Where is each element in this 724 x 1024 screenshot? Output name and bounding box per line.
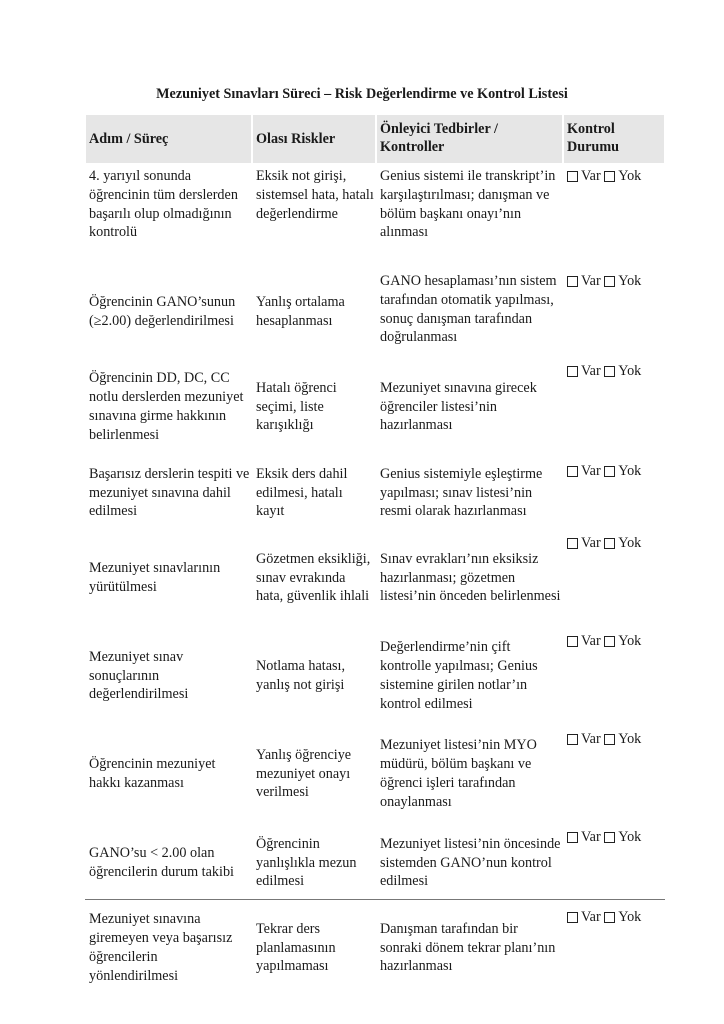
- table-row: [86, 726, 664, 824]
- var-checkbox[interactable]: [567, 730, 601, 749]
- controls-cell: [377, 462, 564, 524]
- step-cell: [86, 730, 253, 818]
- var-checkbox[interactable]: [567, 362, 601, 381]
- yok-checkbox[interactable]: [604, 362, 641, 381]
- table-row: [86, 628, 664, 726]
- yok-label: Yok: [618, 168, 642, 184]
- checkbox-icon[interactable]: [567, 366, 578, 377]
- checkbox-icon[interactable]: [604, 276, 615, 287]
- risks-text: Eksik not girişi, sistemsel hata, hatalı değerlendirme: [256, 168, 374, 222]
- checkbox-icon[interactable]: [567, 832, 578, 843]
- risks-cell: [253, 632, 377, 720]
- table-row: [86, 904, 664, 994]
- var-label: Var: [581, 829, 601, 845]
- header-risks: Olası Riskler: [253, 115, 377, 163]
- risks-text: Öğrencinin yanlışlıkla mezun edilmesi: [256, 835, 357, 890]
- var-checkbox[interactable]: [567, 272, 601, 291]
- risks-text: Eksik ders dahil edilmesi, hatalı kayıt: [256, 465, 348, 520]
- step-text: Mezuniyet sınav sonuçlarının değerlendirilmesi: [89, 648, 189, 703]
- controls-cell: [377, 534, 564, 622]
- var-checkbox[interactable]: [567, 534, 601, 553]
- var-label: Var: [581, 633, 601, 649]
- risks-text: Yanlış ortalama hesaplanması: [256, 294, 345, 329]
- controls-text: Danışman tarafından bir sonraki dönem tekrar planı’nın hazırlanması: [380, 920, 556, 975]
- risks-text: Tekrar ders planlamasının yapılmaması: [256, 920, 336, 975]
- yok-label: Yok: [618, 363, 642, 379]
- step-text: Öğrencinin mezuniyet hakkı kazanması: [89, 756, 216, 791]
- controls-cell: [377, 828, 564, 898]
- table-row: [86, 824, 664, 904]
- controls-text: Mezuniyet listesi’nin MYO müdürü, bölüm başkanı ve öğrenci işleri tarafından onaylanması: [380, 737, 537, 810]
- step-cell: [86, 632, 253, 720]
- table-row: [86, 163, 664, 268]
- checkbox-icon[interactable]: [604, 734, 615, 745]
- yok-checkbox[interactable]: [604, 534, 641, 553]
- document-title: Mezuniyet Sınavları Süreci – Risk Değerlendirme ve Kontrol Listesi: [156, 86, 568, 102]
- status-cell: [564, 632, 664, 720]
- step-text: Mezuniyet sınavlarının yürütülmesi: [89, 560, 221, 595]
- header-controls: Önleyici Tedbirler / Kontroller: [377, 115, 564, 163]
- risks-cell: [253, 362, 377, 452]
- controls-cell: [377, 908, 564, 988]
- yok-checkbox[interactable]: [604, 828, 641, 847]
- step-cell: [86, 908, 253, 988]
- table-bottom-rule: [85, 899, 665, 900]
- step-cell: [86, 362, 253, 452]
- var-checkbox[interactable]: [567, 167, 601, 186]
- controls-cell: [377, 362, 564, 452]
- controls-cell: [377, 730, 564, 818]
- step-cell: [86, 462, 253, 524]
- checkbox-icon[interactable]: [567, 636, 578, 647]
- step-text: Öğrencinin GANO’sunun (≥2.00) değerlendirilmesi: [89, 294, 236, 329]
- yok-checkbox[interactable]: [604, 632, 641, 651]
- checkbox-icon[interactable]: [567, 912, 578, 923]
- yok-label: Yok: [618, 909, 642, 925]
- var-label: Var: [581, 535, 601, 551]
- risks-cell: [253, 828, 377, 898]
- checkbox-icon[interactable]: [567, 276, 578, 287]
- risks-cell: [253, 167, 377, 262]
- var-label: Var: [581, 363, 601, 379]
- yok-label: Yok: [618, 829, 642, 845]
- var-label: Var: [581, 168, 601, 184]
- step-text: 4. yarıyıl sonunda öğrencinin tüm derslerden başarılı olup olmadığının kontrolü: [89, 168, 238, 241]
- risks-cell: [253, 908, 377, 988]
- var-label: Var: [581, 463, 601, 479]
- var-checkbox[interactable]: [567, 462, 601, 481]
- status-cell: [564, 908, 664, 988]
- var-label: Var: [581, 273, 601, 289]
- var-label: Var: [581, 909, 601, 925]
- risks-text: Gözetmen eksikliği, sınav evrakında hata, güvenlik ihlali: [256, 550, 371, 605]
- status-cell: [564, 462, 664, 524]
- yok-label: Yok: [618, 273, 642, 289]
- checkbox-icon[interactable]: [604, 466, 615, 477]
- checkbox-icon[interactable]: [604, 171, 615, 182]
- step-cell: [86, 828, 253, 898]
- checkbox-icon[interactable]: [567, 734, 578, 745]
- checkbox-icon[interactable]: [567, 538, 578, 549]
- risks-cell: [253, 462, 377, 524]
- status-cell: [564, 167, 664, 262]
- controls-text: Genius sistemi ile transkript’in karşılaştırılması; danışman ve bölüm başkanı onayı’nın alınması: [380, 168, 556, 241]
- status-cell: [564, 828, 664, 898]
- risk-control-table: [86, 115, 664, 994]
- risks-cell: [253, 730, 377, 818]
- risks-text: Yanlış öğrenciye mezuniyet onayı verilmesi: [256, 746, 352, 801]
- controls-text: Değerlendirme’nin çift kontrolle yapılması; Genius sistemine girilen notlar’ın kontrol edilmesi: [380, 639, 538, 712]
- table-row: [86, 530, 664, 628]
- yok-checkbox[interactable]: [604, 272, 641, 291]
- yok-checkbox[interactable]: [604, 908, 641, 927]
- header-status: Kontrol Durumu: [564, 115, 664, 163]
- status-cell: [564, 272, 664, 352]
- controls-cell: [377, 167, 564, 262]
- status-cell: [564, 730, 664, 818]
- checkbox-icon[interactable]: [604, 912, 615, 923]
- step-text: Başarısız derslerin tespiti ve mezuniyet sınavına dahil edilmesi: [89, 465, 250, 520]
- table-header-row: [86, 115, 664, 163]
- step-text: Öğrencinin DD, DC, CC notlu derslerden mezuniyet sınavına girme hakkının belirlenmesi: [89, 370, 244, 443]
- yok-label: Yok: [618, 731, 642, 747]
- controls-text: Mezuniyet sınavına girecek öğrenciler listesi’nin hazırlanması: [380, 379, 537, 434]
- risks-cell: [253, 272, 377, 352]
- risks-text: Notlama hatası, yanlış not girişi: [256, 658, 346, 693]
- table-body: [86, 163, 664, 994]
- status-cell: [564, 534, 664, 622]
- step-cell: [86, 534, 253, 622]
- var-checkbox[interactable]: [567, 908, 601, 927]
- var-checkbox[interactable]: [567, 828, 601, 847]
- step-cell: [86, 272, 253, 352]
- checkbox-icon[interactable]: [604, 832, 615, 843]
- checkbox-icon[interactable]: [567, 171, 578, 182]
- checkbox-icon[interactable]: [604, 538, 615, 549]
- yok-label: Yok: [618, 633, 642, 649]
- checkbox-icon[interactable]: [604, 636, 615, 647]
- yok-checkbox[interactable]: [604, 730, 641, 749]
- controls-text: GANO hesaplaması’nın sistem tarafından otomatik yapılması, sonuç danışman tarafından doğrulanması: [380, 273, 557, 346]
- var-label: Var: [581, 731, 601, 747]
- table-row: [86, 268, 664, 358]
- yok-checkbox[interactable]: [604, 462, 641, 481]
- controls-cell: [377, 272, 564, 352]
- yok-label: Yok: [618, 535, 642, 551]
- header-step: Adım / Süreç: [86, 115, 253, 163]
- step-text: GANO’su < 2.00 olan öğrencilerin durum takibi: [89, 845, 234, 880]
- controls-text: Sınav evrakları’nın eksiksiz hazırlanması; gözetmen listesi’nin önceden belirlenmesi: [380, 550, 561, 605]
- status-cell: [564, 362, 664, 452]
- yok-checkbox[interactable]: [604, 167, 641, 186]
- controls-cell: [377, 632, 564, 720]
- controls-text: Mezuniyet listesi’nin öncesinde sistemden GANO’nun kontrol edilmesi: [380, 835, 561, 890]
- risks-cell: [253, 534, 377, 622]
- step-text: Mezuniyet sınavına giremeyen veya başarısız öğrencilerin yönlendirilmesi: [89, 911, 233, 984]
- table-row: [86, 458, 664, 530]
- checkbox-icon[interactable]: [604, 366, 615, 377]
- risks-text: Hatalı öğrenci seçimi, liste karışıklığı: [256, 379, 337, 434]
- table-row: [86, 358, 664, 458]
- var-checkbox[interactable]: [567, 632, 601, 651]
- controls-text: Genius sistemiyle eşleştirme yapılması; sınav listesi’nin resmi olarak hazırlanması: [380, 465, 543, 520]
- step-cell: [86, 167, 253, 262]
- checkbox-icon[interactable]: [567, 466, 578, 477]
- yok-label: Yok: [618, 463, 642, 479]
